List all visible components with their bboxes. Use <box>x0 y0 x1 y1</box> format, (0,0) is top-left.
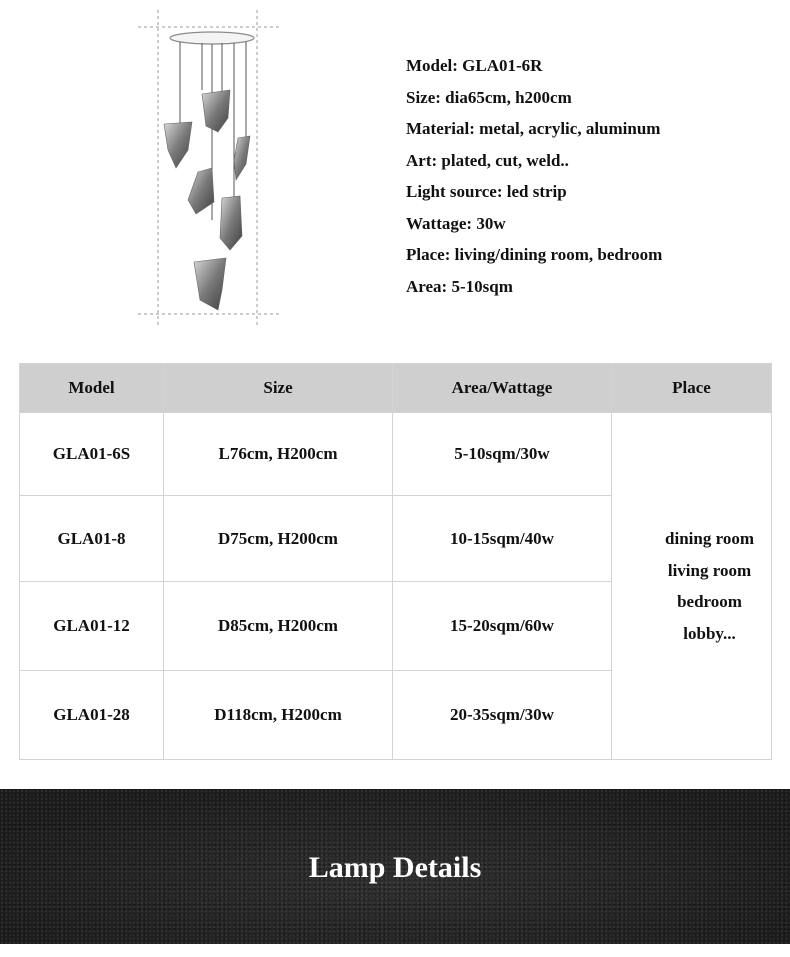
header-place: Place <box>612 364 772 413</box>
place-item: living room <box>667 560 752 580</box>
place-item: dining room <box>665 529 754 548</box>
spec-light-source: Light source: led strip <box>406 182 567 201</box>
spec-model: Model: GLA01-6R <box>406 56 543 75</box>
spec-size: Size: dia65cm, h200cm <box>406 87 572 107</box>
cell-place <box>612 413 772 760</box>
model-table <box>19 363 772 760</box>
cell-size: D75cm, H200cm <box>164 496 393 582</box>
cell-area-wattage: 15-20sqm/60w <box>393 582 612 671</box>
cell-model: GLA01-8 <box>20 496 164 582</box>
cell-model: GLA01-12 <box>20 582 164 671</box>
spec-art: Art: plated, cut, weld.. <box>406 150 569 170</box>
spec-place: Place: living/dining room, bedroom <box>406 245 663 264</box>
cell-size: L76cm, H200cm <box>164 413 393 496</box>
header-size: Size <box>164 364 393 413</box>
header-model: Model <box>20 364 164 413</box>
place-item: lobby... <box>683 623 736 643</box>
cell-area-wattage: 20-35sqm/30w <box>393 671 612 760</box>
spec-material: Material: metal, acrylic, aluminum <box>406 119 661 138</box>
cell-area-wattage: 5-10sqm/30w <box>393 413 612 496</box>
table-header-row <box>20 364 772 413</box>
table-row <box>20 413 772 496</box>
spec-wattage: Wattage: 30w <box>406 213 506 233</box>
place-item: bedroom <box>677 592 742 611</box>
spec-list <box>406 50 662 302</box>
header-area-wattage: Area/Wattage <box>393 364 612 413</box>
banner-title: Lamp Details <box>308 851 482 884</box>
cell-model: GLA01-28 <box>20 671 164 760</box>
cell-size: D118cm, H200cm <box>164 671 393 760</box>
pendant-lamp-illustration-icon <box>138 10 280 330</box>
spec-area: Area: 5-10sqm <box>406 276 513 296</box>
cell-size: D85cm, H200cm <box>164 582 393 671</box>
cell-model: GLA01-6S <box>20 413 164 496</box>
cell-area-wattage: 10-15sqm/40w <box>393 496 612 582</box>
lamp-details-banner <box>0 789 790 944</box>
